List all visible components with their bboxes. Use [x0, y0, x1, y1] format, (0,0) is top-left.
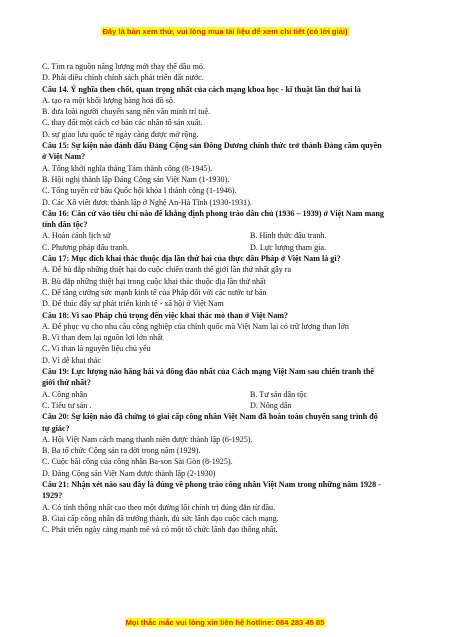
- question-text: Câu 18: Vì sao Pháp chú trọng đến việc khai thác mỏ than ở Việt Nam?: [42, 310, 289, 320]
- answer-option: C. Phát triển ngày càng mạnh mẽ và có một tổ chức lãnh đạo thống nhất.: [42, 525, 278, 535]
- answer-options-row: [42, 230, 414, 241]
- question-text: 1929?: [42, 491, 63, 501]
- answer-option: A. Để bù đắp những thiệt hại do cuộc chiến tranh thế giới lần thứ nhất gây ra: [42, 265, 292, 275]
- question-text: tự giác?: [42, 423, 70, 433]
- answer-option: A. tạo ra một khối lượng hàng hoá đồ sộ.: [42, 95, 175, 105]
- answer-option: D. Đảng Cộng sản Việt Nam được thành lập (2-1930): [42, 468, 216, 478]
- answer-option: B. Hội nghị thành lập Đảng Cộng sản Việt Nam (1-1930).: [42, 174, 230, 184]
- answer-option: D. Các Xô viết được thành lập ở Nghệ An-Hà Tĩnh (1930-1931).: [42, 197, 252, 207]
- answer-options-row: [42, 389, 414, 400]
- answer-option: A. Để phục vụ cho nhu cầu công nghiệp của chính quốc mà Việt Nam lại có trữ lượng than lớn: [42, 321, 349, 331]
- answer-option: B. Tư sản dân tộc: [250, 389, 308, 399]
- answer-option: C. Tiểu tư sản .: [42, 400, 92, 410]
- answer-option: B. Giai cấp công nhân đã trưởng thành, đủ sức lãnh đạo cuộc cách mạng.: [42, 513, 279, 523]
- question-text: giới thứ nhất?: [42, 378, 91, 388]
- answer-option: C. Phương pháp đấu tranh.: [42, 242, 129, 252]
- question-text: Câu 17: Mục đích khai thác thuộc địa lần thứ hai của thực dân Pháp ở Việt Nam là gì?: [42, 254, 341, 264]
- question-text: Câu 14. Ý nghĩa then chốt, quan trọng nhất của cách mạng khoa học - kĩ thuật lần thứ hai là: [42, 84, 361, 94]
- answer-option: B. Vì than đem lại nguồn lợi lớn nhất: [42, 333, 164, 343]
- hotline-text: Mọi thắc mắc vui lòng xin liên hệ hotline: 084 283 45 85: [125, 618, 325, 627]
- answer-options-row: [42, 400, 414, 411]
- question-text: tính dân tộc?: [42, 220, 88, 230]
- question-text: Câu 20: Sự kiện nào đã chứng tỏ giai cấp công nhân Việt Nam đã hoàn toàn chuyển sang trình độ: [42, 412, 378, 422]
- answer-option: B. Bù đắp những thiệt hại trong cuộc khai thác thuộc địa lần thứ nhất: [42, 276, 266, 286]
- answer-option: D. sự giao lưu quốc tế ngày càng được mở rộng.: [42, 129, 199, 139]
- answer-option: B. Hình thức đấu tranh.: [250, 231, 327, 241]
- answer-option: D. Lực lượng tham gia.: [250, 242, 326, 252]
- answer-option: D. Vì dễ khai thác: [42, 355, 101, 365]
- document-body: [42, 61, 414, 535]
- answer-option: C. Để tăng cường sức mạnh kinh tế của Pháp đối với các nước tư bản: [42, 287, 267, 297]
- answer-option: C. Tổng tuyển cử bầu Quốc hội khóa I thành công (1-1946).: [42, 186, 237, 196]
- answer-option: A. Có tính thống nhất cao theo một đường lối chính trị đúng đắn từ đầu.: [42, 502, 276, 512]
- question-text: Câu 21: Nhận xét nào sau đây là đúng về phong trào công nhân Việt Nam trong những năm 1928 -: [42, 479, 381, 489]
- answer-option: C. Vì than là nguyên liệu chủ yếu: [42, 344, 151, 354]
- answer-option: A. Hoàn cảnh lịch sử: [42, 231, 111, 241]
- answer-option: D. Nông dân: [250, 400, 292, 410]
- answer-option: C. thay đổi một cách cơ bản các nhân tố sản xuất.: [42, 118, 203, 128]
- hotline-banner: [0, 618, 450, 627]
- answer-option: A. Hội Việt Nam cách mạng thanh niên được thành lập (6-1925).: [42, 434, 253, 444]
- question-text: ở Việt Nam?: [42, 152, 86, 162]
- answer-option: D. Để thúc đẩy sự phát triển kinh tế - xã hội ở Việt Nam: [42, 299, 224, 309]
- answer-options-row: [42, 242, 414, 253]
- question-text: Câu 19: Lực lượng nào hăng hái và đông đảo nhất của Cách mạng Việt Nam sau chiến tranh thế: [42, 367, 374, 377]
- answer-option: B. đưa loài người chuyển sang nền văn minh trí tuệ.: [42, 107, 211, 117]
- preview-notice-text: Đây là bản xem thử, vui lòng mua tài liệu để xem chi tiết (có lời giải): [102, 27, 348, 36]
- answer-option: C. Tìm ra nguồn năng lượng mới thay thế dầu mỏ.: [42, 62, 205, 71]
- answer-option: D. Phải điều chỉnh chính sách phát triển đất nước.: [42, 73, 204, 83]
- answer-option: B. Ba tổ chức Cộng sản ra đời trong năm (1929).: [42, 446, 201, 456]
- answer-option: A. Công nhân: [42, 389, 88, 399]
- answer-option: C. Cuộc bãi công của công nhân Ba-son Sài Gòn (8-1925).: [42, 457, 233, 467]
- answer-option: A. Tổng khởi nghĩa tháng Tám thành công (8-1945).: [42, 163, 213, 173]
- question-text: Câu 15: Sự kiện nào đánh dấu Đảng Cộng sản Đông Dương chính thức trở thành Đảng cầm quyền: [42, 141, 382, 151]
- preview-notice-banner: [0, 27, 450, 36]
- question-text: Câu 16: Căn cứ vào tiêu chí nào để khẳng định phong trào dân chủ (1936 – 1939) ở Việt Nam mang: [42, 208, 384, 218]
